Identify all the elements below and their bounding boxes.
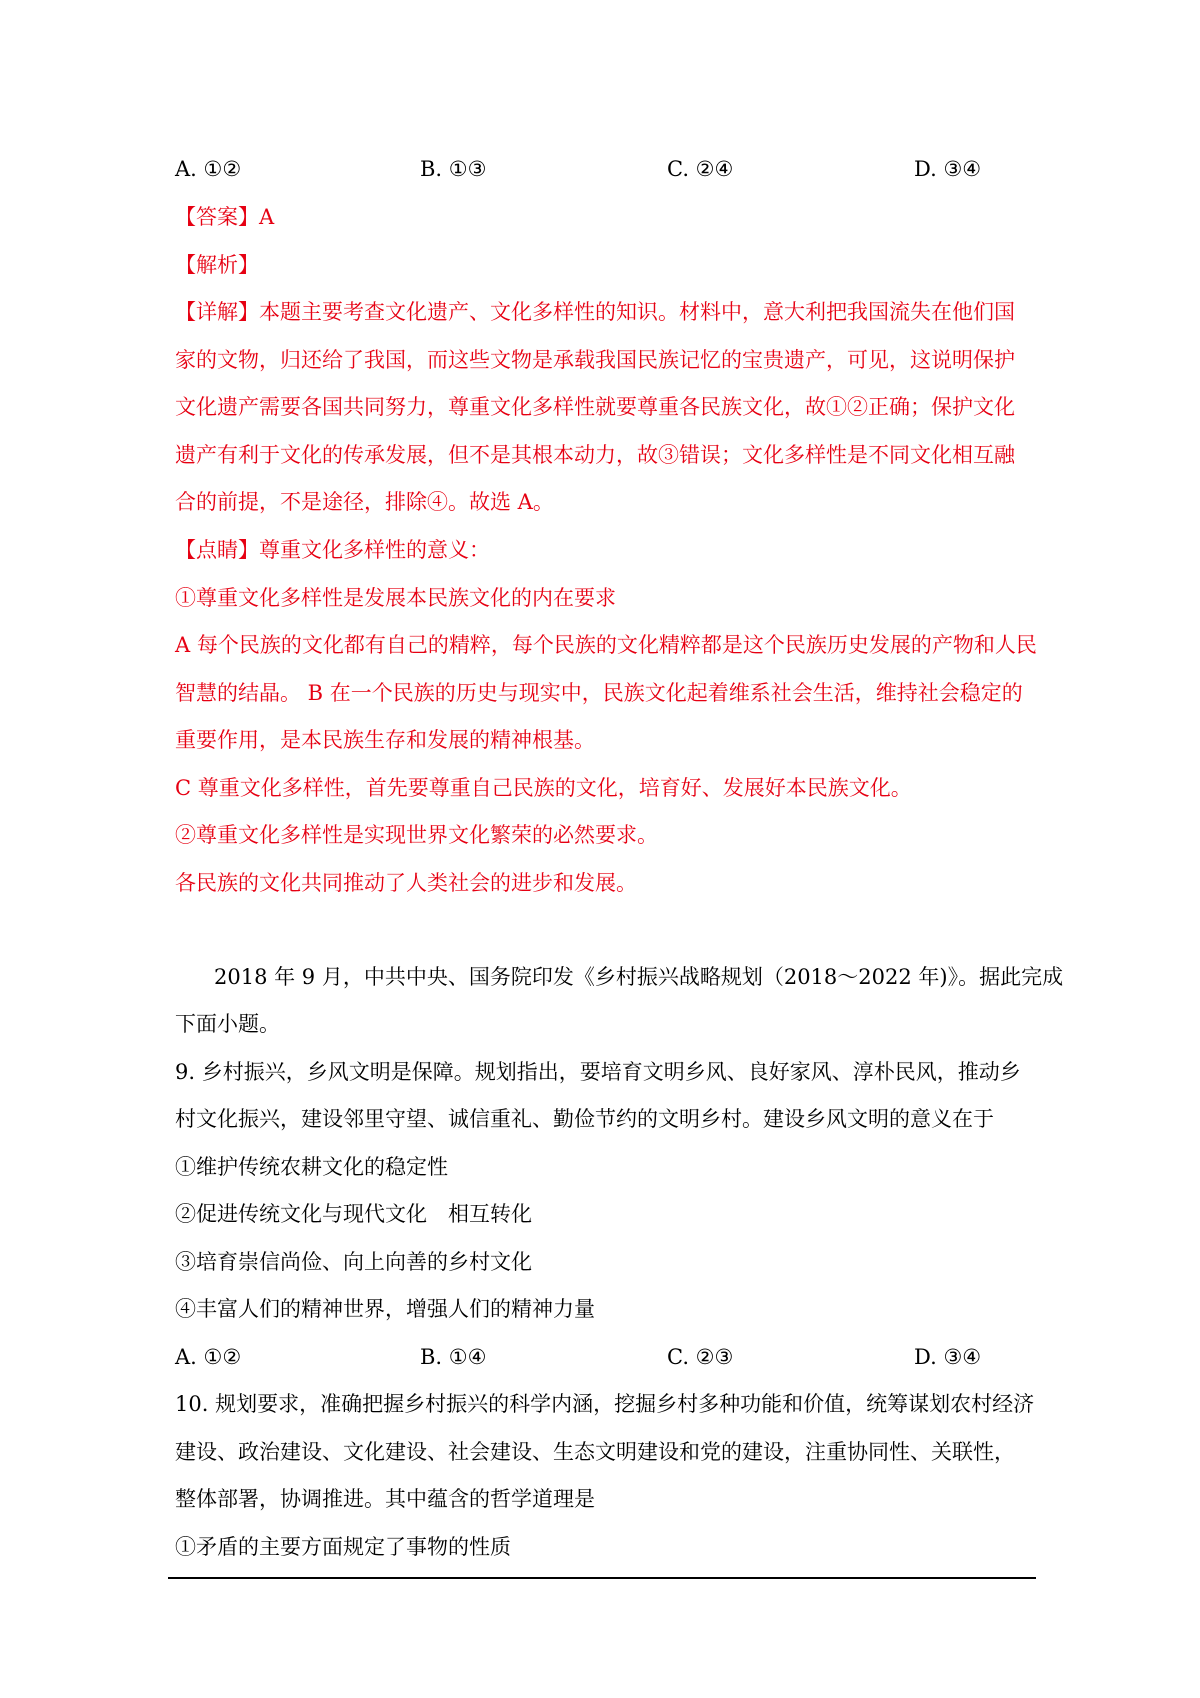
dianjing-line: A 每个民族的文化都有自己的精粹，每个民族的文化精粹都是这个民族历史发展的产物和人民: [175, 633, 1037, 657]
detail-line: 家的文物，归还给了我国，而这些文物是承载我国民族记忆的宝贵遗产，可见，这说明保护: [175, 348, 1015, 372]
q8-option-b: B. ①③: [420, 157, 487, 181]
q9-stem-line: 村文化振兴，建设邻里守望、诚信重礼、勤俭节约的文明乡村。建设乡风文明的意义在于: [175, 1107, 994, 1131]
dianjing-line: 智慧的结晶。 B 在一个民族的历史与现实中，民族文化起着维系社会生活，维持社会稳定的: [175, 681, 1023, 705]
dianjing-title: 【点睛】尊重文化多样性的意义：: [175, 538, 490, 562]
q9-stem-line: 9. 乡村振兴，乡风文明是保障。规划指出，要培育文明乡风、良好家风、淳朴民风，推动乡: [175, 1060, 1021, 1084]
detail-line: 【详解】本题主要考查文化遗产、文化多样性的知识。材料中，意大利把我国流失在他们国: [175, 300, 1015, 324]
analysis-title: 【解析】: [175, 253, 259, 277]
q8-option-c: C. ②④: [667, 157, 734, 181]
dianjing-line: 各民族的文化共同推动了人类社会的进步和发展。: [175, 871, 637, 895]
q9-item: ③培育崇信尚俭、向上向善的乡村文化: [175, 1250, 532, 1274]
dianjing-line: C 尊重文化多样性，首先要尊重自己民族的文化，培育好、发展好本民族文化。: [175, 776, 912, 800]
dianjing-line: ②尊重文化多样性是实现世界文化繁荣的必然要求。: [175, 823, 658, 847]
q9-option-d: D. ③④: [914, 1345, 982, 1369]
q9-option-b: B. ①④: [420, 1345, 487, 1369]
intro-line: 2018 年 9 月，中共中央、国务院印发《乡村振兴战略规划（2018～2022 年)》。据此完成: [214, 965, 1064, 989]
detail-line: 文化遗产需要各国共同努力，尊重文化多样性就要尊重各民族文化，故①②正确；保护文化: [175, 395, 1015, 419]
q9-item: ①维护传统农耕文化的稳定性: [175, 1155, 448, 1179]
q10-item: ①矛盾的主要方面规定了事物的性质: [175, 1535, 511, 1559]
dianjing-line: ①尊重文化多样性是发展本民族文化的内在要求: [175, 586, 616, 610]
q9-item: ②促进传统文化与现代文化 相互转化: [175, 1202, 532, 1226]
q9-option-c: C. ②③: [667, 1345, 734, 1369]
footer-divider: [168, 1577, 1036, 1579]
answer-line: 【答案】A: [175, 205, 275, 229]
detail-line: 合的前提，不是途径，排除④。故选 A。: [175, 490, 554, 514]
q9-option-a: A. ①②: [175, 1345, 242, 1369]
q9-item: ④丰富人们的精神世界，增强人们的精神力量: [175, 1297, 595, 1321]
q8-option-d: D. ③④: [914, 157, 982, 181]
q10-stem-line: 整体部署，协调推进。其中蕴含的哲学道理是: [175, 1487, 595, 1511]
dianjing-line: 重要作用，是本民族生存和发展的精神根基。: [175, 728, 595, 752]
intro-line: 下面小题。: [175, 1012, 280, 1036]
q10-stem-line: 10. 规划要求，准确把握乡村振兴的科学内涵，挖掘乡村多种功能和价值，统筹谋划农村经济: [175, 1392, 1035, 1416]
q10-stem-line: 建设、政治建设、文化建设、社会建设、生态文明建设和党的建设，注重协同性、关联性，: [175, 1440, 1015, 1464]
detail-line: 遗产有利于文化的传承发展，但不是其根本动力，故③错误；文化多样性是不同文化相互融: [175, 443, 1015, 467]
q8-option-a: A. ①②: [175, 157, 242, 181]
